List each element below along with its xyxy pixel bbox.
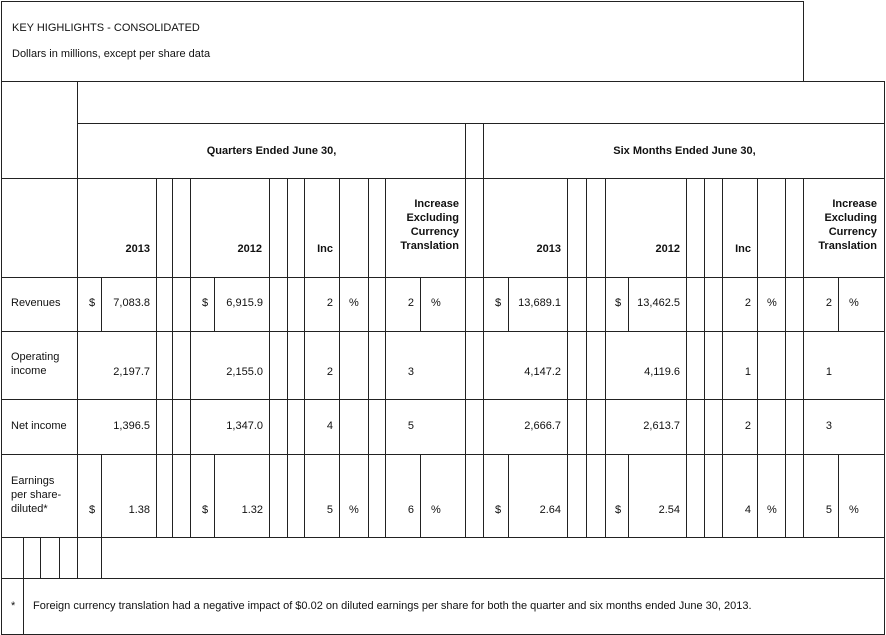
row-label-line: per share- xyxy=(11,489,62,501)
rule xyxy=(23,537,24,578)
rule xyxy=(483,123,484,537)
col-header-line: Increase xyxy=(832,198,877,210)
rule xyxy=(722,178,723,537)
rule xyxy=(287,178,288,537)
col-header-line: Excluding xyxy=(824,212,877,224)
rule xyxy=(269,178,270,537)
cell-qexc: 6 xyxy=(407,504,414,516)
cell-q2012: 1,347.0 xyxy=(226,420,263,432)
cell-sexc: 1 xyxy=(825,366,832,378)
cell-sexc: 5 xyxy=(825,504,832,516)
cell-s2012: 2.54 xyxy=(658,504,680,516)
cell-sinc: 1 xyxy=(744,366,751,378)
dollar-sign: $ xyxy=(89,504,96,516)
row-label-line: Earnings xyxy=(11,475,55,487)
rule xyxy=(757,178,758,537)
rule xyxy=(1,399,885,400)
footnote-text: Foreign currency translation had a negative impact of $0.02 on diluted earnings per share for both the quarter and six months ended June 30, 2013. xyxy=(33,600,752,612)
col-header-qinc: Inc xyxy=(317,243,333,255)
cell-q2013: 7,083.8 xyxy=(113,297,150,309)
rule xyxy=(567,178,568,537)
rule xyxy=(420,454,421,537)
percent-sign: % xyxy=(431,297,441,309)
cell-qexc: 5 xyxy=(407,420,414,432)
dollar-sign: $ xyxy=(615,504,622,516)
col-header-line: Excluding xyxy=(406,212,459,224)
col-header-line: Translation xyxy=(818,240,877,252)
col-header-line: Translation xyxy=(400,240,459,252)
rule xyxy=(339,178,340,537)
cell-sinc: 2 xyxy=(744,297,751,309)
header-box xyxy=(1,1,804,82)
cell-s2013: 13,689.1 xyxy=(518,297,561,309)
cell-s2012: 4,119.6 xyxy=(644,366,680,378)
rule xyxy=(628,454,629,537)
cell-s2013: 2.64 xyxy=(539,504,561,516)
percent-sign: % xyxy=(431,504,441,516)
row-label-line: Operating xyxy=(11,351,60,363)
rule xyxy=(1,578,885,579)
cell-qinc: 2 xyxy=(326,366,333,378)
col-header-sexc xyxy=(804,197,877,253)
cell-s2013: 2,666.7 xyxy=(524,420,561,432)
rule xyxy=(101,537,102,578)
cell-q2012: 2,155.0 xyxy=(226,366,263,378)
rule xyxy=(78,123,885,124)
rule xyxy=(23,578,24,635)
cell-s2012: 2,613.7 xyxy=(643,420,680,432)
rule xyxy=(586,178,587,537)
col-header-s2013: 2013 xyxy=(536,243,561,255)
percent-sign: % xyxy=(349,297,359,309)
cell-qinc: 5 xyxy=(326,504,333,516)
cell-sinc: 4 xyxy=(744,504,751,516)
cell-q2012: 1.32 xyxy=(241,504,263,516)
cell-s2013: 4,147.2 xyxy=(524,366,561,378)
rule xyxy=(190,178,191,537)
dollar-sign: $ xyxy=(615,297,622,309)
footnote-marker: * xyxy=(11,600,16,612)
col-header-qexc xyxy=(386,197,459,253)
rule xyxy=(1,277,885,278)
cell-q2013: 1,396.5 xyxy=(113,420,150,432)
col-header-line: Currency xyxy=(410,226,459,238)
cell-q2013: 2,197.7 xyxy=(113,366,150,378)
cell-sinc: 2 xyxy=(744,420,751,432)
dollar-sign: $ xyxy=(202,504,209,516)
col-header-sinc: Inc xyxy=(735,243,751,255)
rule xyxy=(605,178,606,537)
cell-sexc: 3 xyxy=(825,420,832,432)
rule xyxy=(214,454,215,537)
rule xyxy=(508,454,509,537)
row-label-line: diluted* xyxy=(11,503,48,515)
dollar-sign: $ xyxy=(495,504,502,516)
row-label xyxy=(11,350,59,378)
col-header-line: Currency xyxy=(828,226,877,238)
rule xyxy=(172,178,173,537)
dollar-sign: $ xyxy=(495,297,502,309)
col-header-s2012: 2012 xyxy=(655,243,680,255)
rule xyxy=(1,178,885,179)
dollar-sign: $ xyxy=(89,297,96,309)
rule xyxy=(686,178,687,537)
cell-qinc: 2 xyxy=(326,297,333,309)
rule xyxy=(101,454,102,537)
row-label: Net income xyxy=(11,420,67,432)
group-header-quarters: Quarters Ended June 30, xyxy=(206,145,337,157)
cell-q2013: 1.38 xyxy=(128,504,150,516)
row-label xyxy=(11,474,61,516)
row-label: Revenues xyxy=(11,297,61,309)
col-header-q2012: 2012 xyxy=(237,243,262,255)
col-header-line: Increase xyxy=(414,198,459,210)
page-title: KEY HIGHLIGHTS - CONSOLIDATED xyxy=(12,22,200,34)
rule xyxy=(40,537,41,578)
rule xyxy=(1,331,885,332)
rule xyxy=(1,537,885,538)
row-label-line: income xyxy=(11,365,47,377)
rule xyxy=(838,454,839,537)
percent-sign: % xyxy=(767,297,777,309)
rule xyxy=(838,278,839,331)
rule xyxy=(1,454,885,455)
page-subtitle: Dollars in millions, except per share data xyxy=(12,48,211,60)
cell-sexc: 2 xyxy=(825,297,832,309)
percent-sign: % xyxy=(849,297,859,309)
rule xyxy=(304,178,305,537)
cell-qexc: 2 xyxy=(407,297,414,309)
rule xyxy=(59,537,60,578)
cell-qinc: 4 xyxy=(326,420,333,432)
rule xyxy=(785,178,786,537)
percent-sign: % xyxy=(349,504,359,516)
rule xyxy=(465,123,466,537)
cell-q2012: 6,915.9 xyxy=(226,297,263,309)
dollar-sign: $ xyxy=(202,297,209,309)
rule xyxy=(420,278,421,331)
table-frame xyxy=(1,81,885,635)
cell-s2012: 13,462.5 xyxy=(637,297,680,309)
group-header-six-months: Six Months Ended June 30, xyxy=(613,145,756,157)
rule xyxy=(704,178,705,537)
col-header-q2013: 2013 xyxy=(125,243,150,255)
percent-sign: % xyxy=(849,504,859,516)
percent-sign: % xyxy=(767,504,777,516)
rule xyxy=(368,178,369,537)
rule xyxy=(156,178,157,537)
cell-qexc: 3 xyxy=(407,366,414,378)
